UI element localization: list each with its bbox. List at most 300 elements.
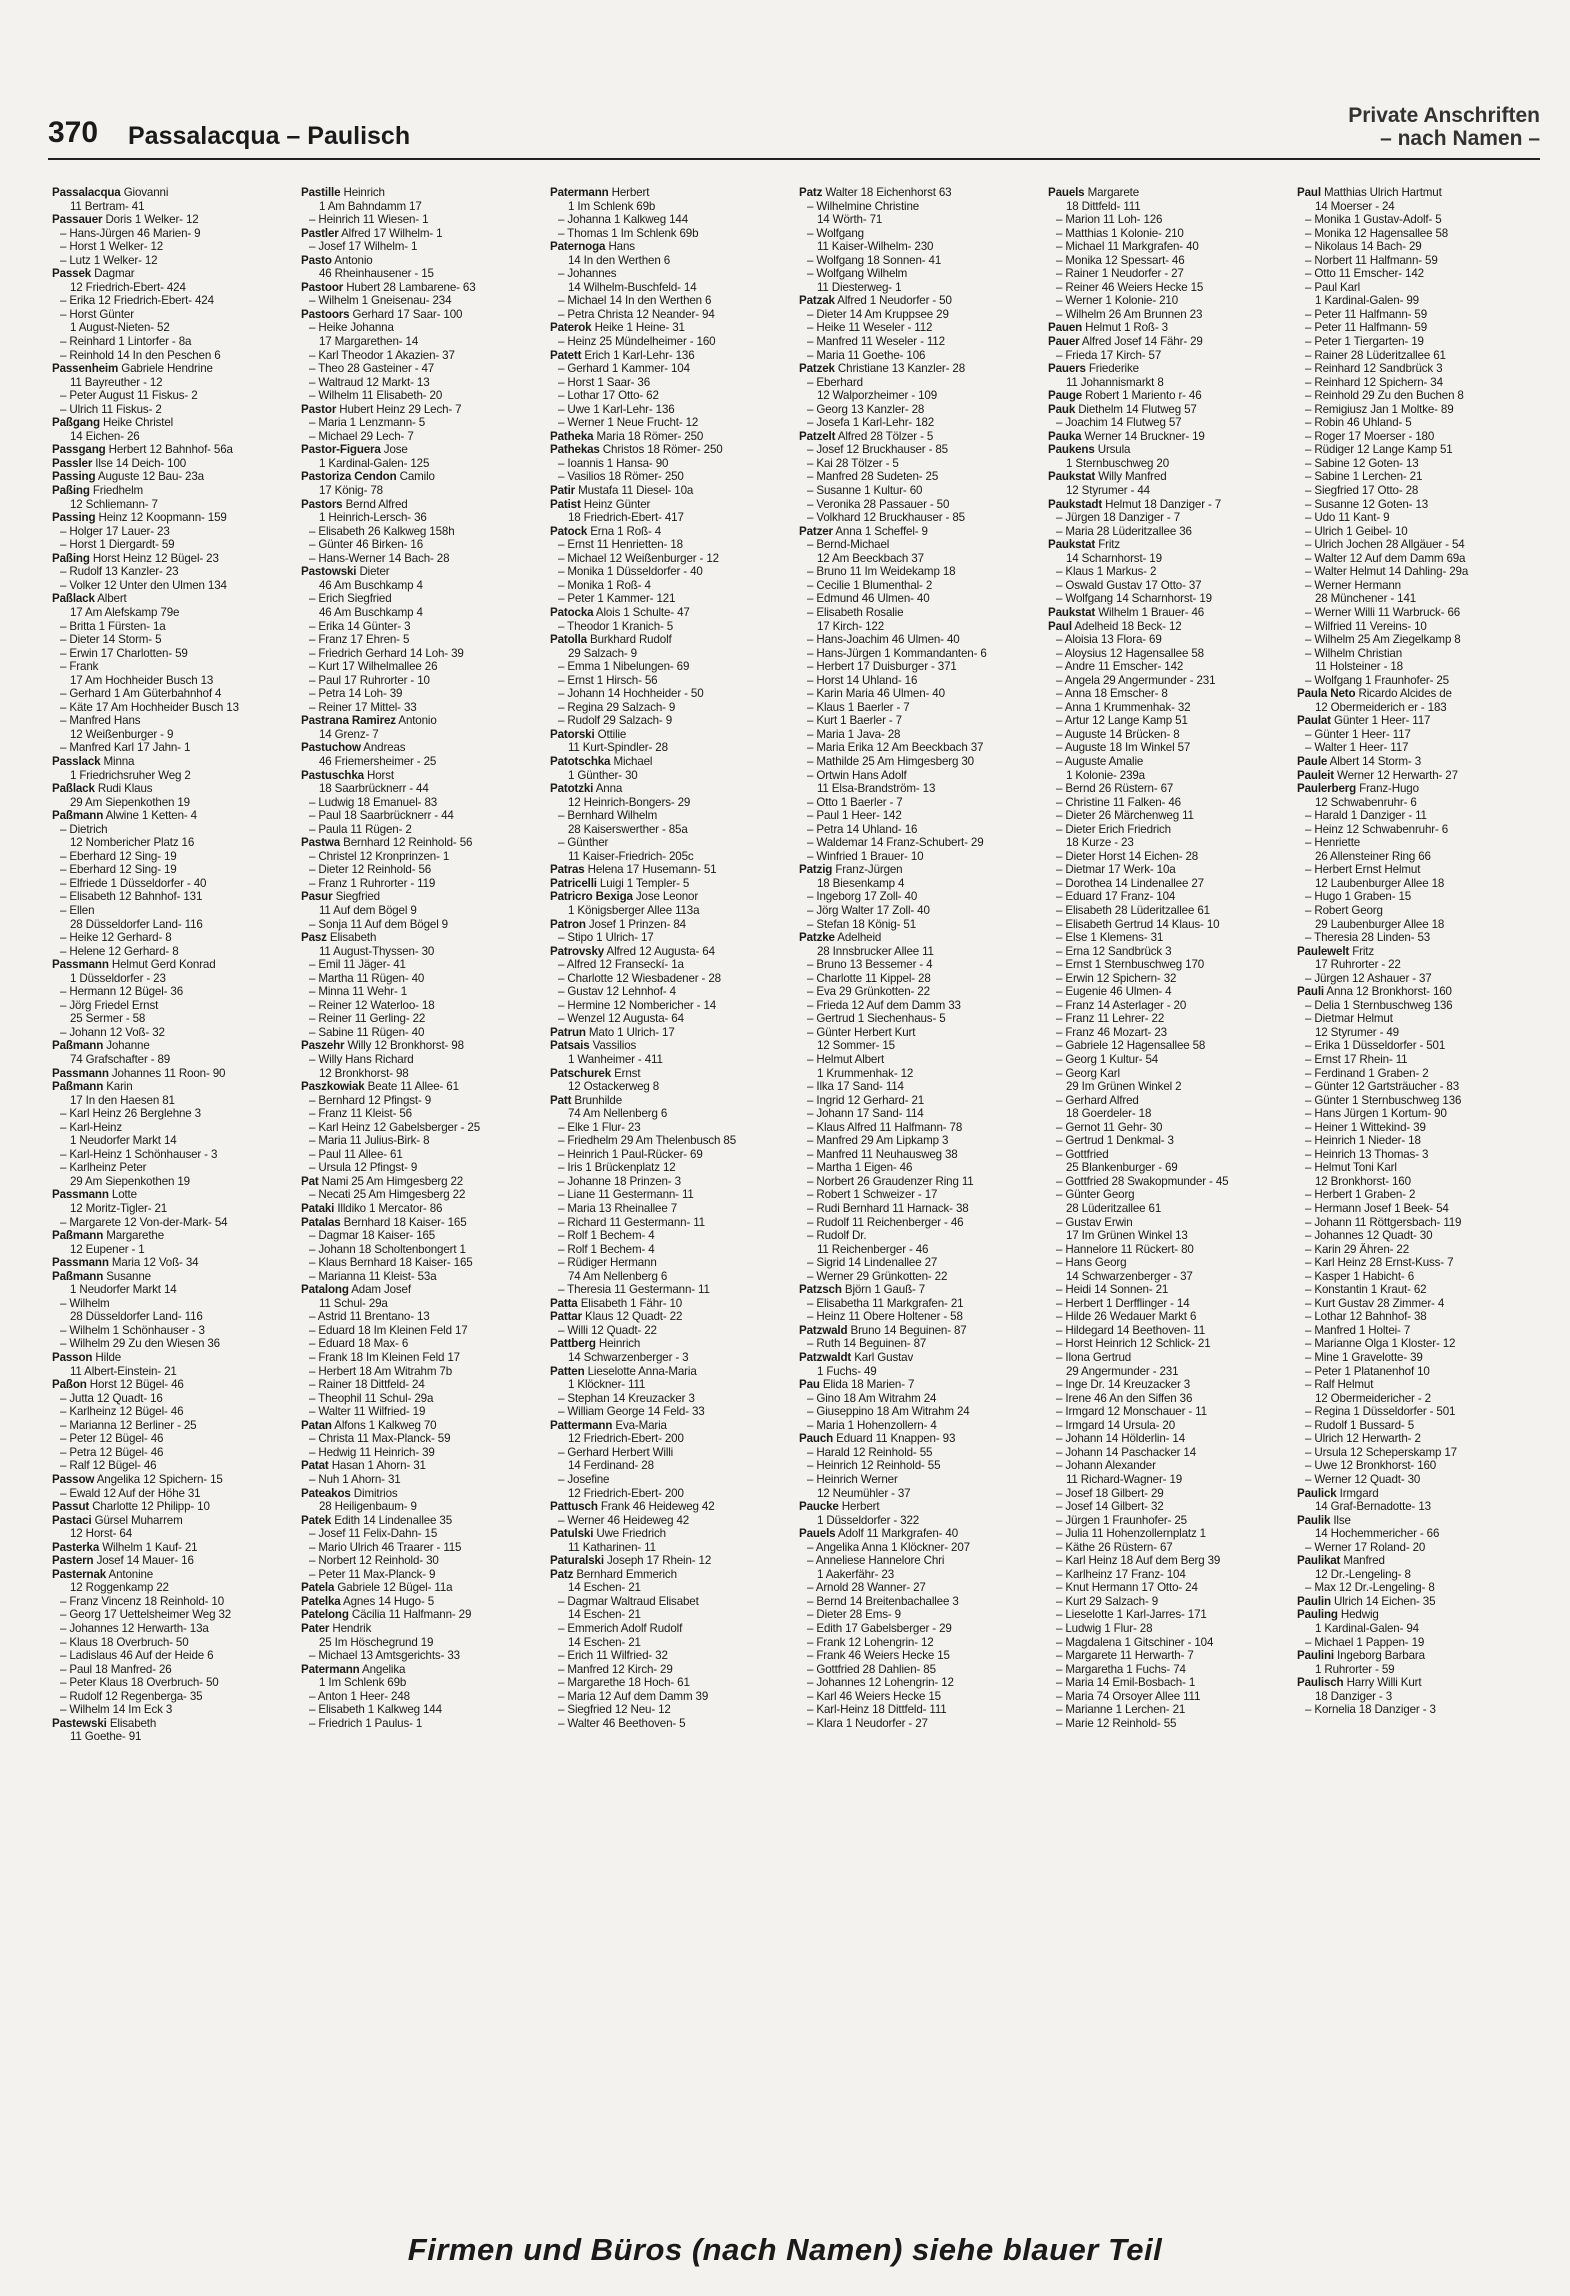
directory-sub-entry: – Frieda 17 Kirch- 57 — [1048, 349, 1292, 363]
directory-sub-entry: – Elisabeth 12 Bahnhof- 131 — [52, 890, 296, 904]
directory-sub-entry: – Karl Heinz 12 Gabelsberger - 25 — [301, 1121, 545, 1135]
directory-sub-entry: – Jörg Friedel Ernst — [52, 999, 296, 1013]
entry-details: Anna — [595, 782, 623, 796]
surname: Patela — [301, 1581, 335, 1595]
section-title — [1348, 104, 1540, 150]
directory-column-5 — [1048, 186, 1292, 2216]
surname: Patzek — [799, 362, 835, 376]
surname: Patzer — [799, 524, 833, 538]
directory-sub-entry: – Dorothea 14 Lindenallee 27 — [1048, 877, 1292, 891]
address-continuation: 29 Am Siepenkothen 19 — [70, 1174, 190, 1188]
directory-sub-entry: – Sabine 1 Lerchen- 21 — [1297, 470, 1541, 484]
directory-sub-entry: – Roger 17 Moerser - 180 — [1297, 430, 1541, 444]
directory-sub-entry: – Heike 11 Weseler - 112 — [799, 321, 1043, 335]
directory-sub-entry: – Else 1 Klemens- 31 — [1048, 931, 1292, 945]
directory-sub-entry: – Petra 14 Uhland- 16 — [799, 823, 1043, 837]
directory-sub-entry: – Johann 11 Röttgersbach- 119 — [1297, 1216, 1541, 1230]
directory-sub-entry: – Karl Heinz 28 Ernst-Kuss- 7 — [1297, 1256, 1541, 1270]
directory-sub-entry: – Thomas 1 Im Schlenk 69b — [550, 227, 794, 241]
directory-entry — [550, 945, 794, 959]
address-continuation: 29 Laubenburger Allee 18 — [1315, 917, 1445, 931]
directory-entry — [1297, 755, 1541, 769]
address-continuation: 11 Bertram- 41 — [70, 199, 145, 213]
address-continuation: 14 Grenz- 7 — [319, 727, 379, 741]
directory-sub-entry: – Horst 1 Saar- 36 — [550, 376, 794, 390]
directory-entry — [799, 362, 1043, 376]
directory-sub-entry: – Maria 11 Goethe- 106 — [799, 349, 1043, 363]
directory-sub-entry: – Friedhelm 29 Am Thelenbusch 85 — [550, 1134, 794, 1148]
directory-sub-entry: – Horst 1 Welker- 12 — [52, 240, 296, 254]
surname: Pastowski — [301, 565, 357, 579]
surname: Patulski — [550, 1527, 594, 1541]
directory-sub-entry: – Willy Hans Richard — [301, 1053, 545, 1067]
surname: Passauer — [52, 213, 103, 227]
surname: Pastrana Ramirez — [301, 714, 396, 728]
directory-sub-entry: – Gottfried 28 Dahlien- 85 — [799, 1663, 1043, 1677]
directory-sub-entry: – Marie 12 Reinhold- 55 — [1048, 1717, 1292, 1731]
directory-sub-entry: – Herbert 18 Am Witrahm 7b — [301, 1365, 545, 1379]
surname: Patotschka — [550, 754, 611, 768]
directory-entry — [52, 809, 296, 823]
entry-details: Johanne — [106, 1039, 150, 1053]
surname: Pasternak — [52, 1567, 107, 1581]
directory-entry — [550, 633, 794, 647]
address-continuation: 11 Auf dem Bögel 9 — [319, 903, 417, 917]
address-continuation: 14 Eschen- 21 — [568, 1608, 641, 1622]
directory-sub-entry: – Robert Georg — [1297, 904, 1541, 918]
entry-details: Luigi 1 Templer- 5 — [599, 876, 690, 890]
directory-sub-entry: – Josefa 1 Karl-Lehr- 182 — [799, 416, 1043, 430]
address-continuation: 28 Düsseldorfer Land- 116 — [70, 917, 203, 931]
directory-sub-entry: – Wilfried 11 Vereins- 10 — [1297, 620, 1541, 634]
directory-sub-entry: – Erwin 17 Charlotten- 59 — [52, 647, 296, 661]
entry-details: Gürsel Muharrem — [94, 1513, 183, 1527]
directory-sub-entry: – Horst 14 Uhland- 16 — [799, 674, 1043, 688]
directory-entry — [52, 1514, 296, 1528]
address-continuation: 11 Holsteiner - 18 — [1315, 660, 1403, 674]
surname: Paukstat — [1048, 605, 1096, 619]
directory-sub-entry: – Manfred 29 Am Lipkamp 3 — [799, 1134, 1043, 1148]
directory-sub-entry: – Petra 12 Bügel- 46 — [52, 1446, 296, 1460]
entry-details: Hubert Heinz 29 Lech- 7 — [339, 402, 462, 416]
directory-sub-entry: – Emil 11 Jäger- 41 — [301, 958, 545, 972]
surname: Patelka — [301, 1594, 341, 1608]
directory-sub-entry: – Günter 1 Sternbuschweg 136 — [1297, 1094, 1541, 1108]
directory-sub-entry: – Gerhard Herbert Willi — [550, 1446, 794, 1460]
entry-details: Elisabeth — [109, 1716, 157, 1730]
surname: Paulini — [1297, 1649, 1334, 1663]
surname: Paulik — [1297, 1513, 1331, 1527]
address-continuation: 11 Elsa-Brandström- 13 — [817, 782, 936, 796]
address-continuation: 1 Kolonie- 239a — [1066, 768, 1145, 782]
directory-entry — [301, 1419, 545, 1433]
surname: Patermann — [550, 186, 609, 199]
directory-entry — [550, 1094, 794, 1108]
directory-sub-entry: – Elisabeth Gertrud 14 Klaus- 10 — [1048, 918, 1292, 932]
directory-entry — [550, 728, 794, 742]
directory-entry — [799, 1283, 1043, 1297]
address-continuation: 1 Sternbuschweg 20 — [1066, 456, 1170, 470]
directory-sub-entry: – Knut Hermann 17 Otto- 24 — [1048, 1581, 1292, 1595]
directory-sub-entry: – Johannes 12 Lohengrin- 12 — [799, 1676, 1043, 1690]
surname: Pauli — [1297, 985, 1324, 999]
directory-sub-entry: – Peter 12 Bügel- 46 — [52, 1432, 296, 1446]
entry-details: Gabriele 12 Bügel- 11a — [337, 1581, 453, 1595]
directory-sub-entry: – Hilde 26 Wedauer Markt 6 — [1048, 1310, 1292, 1324]
directory-sub-entry: – Regina 29 Salzach- 9 — [550, 701, 794, 715]
directory-sub-entry: – Stephan 14 Kreuzacker 3 — [550, 1392, 794, 1406]
surname: Pau — [799, 1378, 820, 1392]
directory-entry — [52, 592, 296, 606]
address-continuation: 11 Katharinen- 11 — [568, 1540, 656, 1554]
directory-sub-entry: – Elke 1 Flur- 23 — [550, 1121, 794, 1135]
directory-column-4 — [799, 186, 1043, 2216]
directory-sub-entry: – Reinhard 12 Sandbrück 3 — [1297, 362, 1541, 376]
entry-details: Adelheid 18 Beck- 12 — [1074, 619, 1182, 633]
directory-sub-entry: – Dieter 14 Am Kruppsee 29 — [799, 308, 1043, 322]
directory-sub-entry: – Gottfried — [1048, 1148, 1292, 1162]
directory-entry — [301, 1487, 545, 1501]
directory-sub-entry: – Bernd-Michael — [799, 538, 1043, 552]
directory-entry — [550, 525, 794, 539]
entry-details: Irmgard — [1339, 1486, 1379, 1500]
address-continuation: 28 Lüderitzallee 61 — [1066, 1202, 1162, 1216]
directory-sub-entry: – Ferdinand 1 Graben- 2 — [1297, 1067, 1541, 1081]
surname: Passler — [52, 456, 93, 470]
directory-sub-entry: – Frank 18 Im Kleinen Feld 17 — [301, 1351, 545, 1365]
directory-entry — [799, 1432, 1043, 1446]
page-header — [48, 100, 1540, 160]
surname: Pastoriza Cendon — [301, 470, 397, 484]
directory-sub-entry: – Susanne 12 Goten- 13 — [1297, 498, 1541, 512]
surname: Paßmann — [52, 1039, 104, 1053]
directory-sub-entry: – Lothar 12 Bahnhof- 38 — [1297, 1310, 1541, 1324]
directory-sub-entry: – Jutta 12 Quadt- 16 — [52, 1392, 296, 1406]
address-continuation: 18 Biesenkamp 4 — [817, 876, 905, 890]
surname: Pastuchow — [301, 741, 361, 755]
entry-details: Erich 1 Karl-Lehr- 136 — [584, 348, 695, 362]
directory-sub-entry: – Ulrich 12 Herwarth- 2 — [1297, 1432, 1541, 1446]
directory-sub-entry: – Siegfried 17 Otto- 28 — [1297, 484, 1541, 498]
address-continuation: 1 Am Bahndamm 17 — [319, 199, 422, 213]
surname: Pauels — [799, 1527, 836, 1541]
directory-sub-entry: – Heike 12 Gerhard- 8 — [52, 931, 296, 945]
directory-sub-entry: – Ilka 17 Sand- 114 — [799, 1080, 1043, 1094]
directory-sub-entry: – Gerhard Alfred — [1048, 1094, 1292, 1108]
directory-sub-entry: – Dietrich — [52, 823, 296, 837]
directory-sub-entry: – Paul Karl — [1297, 281, 1541, 295]
directory-sub-entry: – Norbert 26 Graudenzer Ring 11 — [799, 1175, 1043, 1189]
directory-sub-entry: – Ernst 1 Sternbuschweg 170 — [1048, 958, 1292, 972]
surname: Paulat — [1297, 714, 1331, 728]
surname: Paturalski — [550, 1554, 604, 1568]
directory-sub-entry: – Josefine — [550, 1473, 794, 1487]
entry-details: Klaus 12 Quadt- 22 — [585, 1310, 683, 1324]
directory-entry — [550, 321, 794, 335]
directory-entry — [301, 281, 545, 295]
entry-details: Ursula — [1097, 443, 1131, 457]
directory-sub-entry: – Norbert 11 Halfmann- 59 — [1297, 254, 1541, 268]
surname: Paßing — [52, 484, 90, 498]
directory-sub-entry: – Rüdiger Hermann — [550, 1256, 794, 1270]
directory-entry — [52, 1188, 296, 1202]
directory-sub-entry: – Anna 1 Krummenhak- 32 — [1048, 701, 1292, 715]
address-continuation: 12 Obermeiderich er - 183 — [1315, 700, 1447, 714]
surname: Patron — [550, 917, 586, 931]
directory-sub-entry: – Karlheinz 12 Bügel- 46 — [52, 1405, 296, 1419]
address-continuation: 1 Kardinal-Galen- 125 — [319, 456, 430, 470]
surname: Patan — [301, 1418, 332, 1432]
surname: Pauch — [799, 1432, 834, 1446]
address-continuation: 12 Obermeidericher - 2 — [1315, 1391, 1431, 1405]
directory-sub-entry: – Peter 11 Max-Planck- 9 — [301, 1568, 545, 1582]
entry-details: Rudi Klaus — [97, 782, 153, 796]
directory-sub-entry: – Karlheinz Peter — [52, 1161, 296, 1175]
surname: Paulisch — [1297, 1676, 1344, 1690]
entry-details: Illdiko 1 Mercator- 86 — [337, 1202, 443, 1216]
address-continuation: 1 Friedrichsruher Weg 2 — [70, 768, 191, 782]
directory-sub-entry: – Emma 1 Nibelungen- 69 — [550, 660, 794, 674]
entry-details: Eva-Maria — [615, 1418, 667, 1432]
directory-sub-entry: – Edmund 46 Ulmen- 40 — [799, 592, 1043, 606]
directory-sub-entry: – Nikolaus 14 Bach- 29 — [1297, 240, 1541, 254]
directory-entry — [52, 1039, 296, 1053]
directory-sub-entry: – Dagmar 18 Kaiser- 165 — [301, 1229, 545, 1243]
directory-sub-entry: – Margarete 12 Von-der-Mark- 54 — [52, 1216, 296, 1230]
directory-sub-entry: – Willi 12 Quadt- 22 — [550, 1324, 794, 1338]
directory-sub-entry: – Manfred 28 Sudeten- 25 — [799, 470, 1043, 484]
directory-sub-entry: – Marianne Olga 1 Kloster- 12 — [1297, 1337, 1541, 1351]
address-continuation: 12 Styrumer - 44 — [1066, 484, 1150, 498]
directory-sub-entry: – Gottfried 28 Swakopmunder - 45 — [1048, 1175, 1292, 1189]
directory-sub-entry: – Hannelore 11 Rückert- 80 — [1048, 1243, 1292, 1257]
directory-entry — [799, 186, 1043, 200]
entry-details: Joseph 17 Rhein- 12 — [607, 1554, 712, 1568]
directory-entry — [1048, 389, 1292, 403]
directory-sub-entry: – Friedrich Gerhard 14 Loh- 39 — [301, 647, 545, 661]
directory-sub-entry: – Horst 1 Diergardt- 59 — [52, 538, 296, 552]
directory-sub-entry: – Johann 12 Voß- 32 — [52, 1026, 296, 1040]
directory-sub-entry: – Karl Heinz 18 Auf dem Berg 39 — [1048, 1554, 1292, 1568]
address-continuation: 12 Friedrich-Ebert- 200 — [568, 1432, 684, 1446]
entry-details: Ottilie — [597, 727, 627, 741]
address-continuation: 28 Düsseldorfer Land- 116 — [70, 1310, 203, 1324]
directory-sub-entry: – Erika 14 Günter- 3 — [301, 620, 545, 634]
directory-sub-entry: – Paul 11 Allee- 61 — [301, 1148, 545, 1162]
directory-sub-entry: – Josef 12 Bruckhauser - 85 — [799, 443, 1043, 457]
directory-entry — [550, 877, 794, 891]
surname: Paßlack — [52, 592, 95, 606]
address-continuation: 28 Münchener - 141 — [1315, 592, 1417, 606]
directory-sub-entry: – Monika 12 Spessart- 46 — [1048, 254, 1292, 268]
address-continuation: 12 Bronkhorst- 98 — [319, 1066, 409, 1080]
address-continuation: 1 Ruhrorter - 59 — [1315, 1662, 1395, 1676]
address-continuation: 1 Neudorfer Markt 14 — [70, 1134, 177, 1148]
directory-sub-entry: – Günter 1 Heer- 117 — [1297, 728, 1541, 742]
directory-sub-entry: – Michael 1 Pappen- 19 — [1297, 1636, 1541, 1650]
directory-entry — [1297, 186, 1541, 200]
directory-sub-entry: – Hans-Werner 14 Bach- 28 — [301, 552, 545, 566]
surname: Patolla — [550, 633, 587, 647]
surname: Paule — [1297, 754, 1328, 768]
surname: Pattberg — [550, 1337, 596, 1351]
directory-sub-entry: – Robert 1 Schweizer - 17 — [799, 1188, 1043, 1202]
directory-sub-entry: – Paul 18 Saarbrücknerr - 44 — [301, 809, 545, 823]
running-title: Passalacqua – Paulisch — [128, 122, 411, 150]
directory-entry — [52, 470, 296, 484]
directory-sub-entry: – Michael 14 In den Werthen 6 — [550, 294, 794, 308]
directory-sub-entry: – Harald 12 Reinhold- 55 — [799, 1446, 1043, 1460]
address-continuation: 17 Am Alefskamp 79e — [70, 605, 180, 619]
directory-entry — [52, 1080, 296, 1094]
directory-sub-entry: – Mario Ulrich 46 Traarer - 115 — [301, 1541, 545, 1555]
footer-note: Firmen und Büros (nach Namen) siehe blauer Teil — [407, 2232, 1163, 2267]
directory-sub-entry: – Artur 12 Lange Kamp 51 — [1048, 714, 1292, 728]
directory-entry — [799, 863, 1043, 877]
address-continuation: 28 Heiligenbaum- 9 — [319, 1500, 417, 1514]
directory-sub-entry: – Gerhard 1 Kammer- 104 — [550, 362, 794, 376]
directory-sub-entry: – Heinz 11 Obere Holtener - 58 — [799, 1310, 1043, 1324]
entry-details: Wilhelm 1 Kauf- 21 — [102, 1540, 198, 1554]
directory-entry — [52, 416, 296, 430]
directory-sub-entry: – Magdalena 1 Gitschiner - 104 — [1048, 1636, 1292, 1650]
directory-sub-entry: – Theresia 11 Gestermann- 11 — [550, 1283, 794, 1297]
address-continuation: 12 Sommer- 15 — [817, 1039, 895, 1053]
directory-sub-entry: – Angelika Anna 1 Klöckner- 207 — [799, 1541, 1043, 1555]
directory-sub-entry: – Eva 29 Grünkotten- 22 — [799, 985, 1043, 999]
directory-sub-entry: – Winfried 1 Brauer- 10 — [799, 850, 1043, 864]
directory-entry — [301, 470, 545, 484]
directory-sub-entry: – Anneliese Hannelore Chri — [799, 1554, 1043, 1568]
directory-sub-entry: – Dieter 12 Reinhold- 56 — [301, 863, 545, 877]
entry-details: Margarete — [1087, 186, 1140, 199]
address-continuation: 1 Krummenhak- 12 — [817, 1066, 914, 1080]
directory-entry — [550, 484, 794, 498]
directory-sub-entry: – Helmut Toni Karl — [1297, 1161, 1541, 1175]
entry-details: Ingeborg Barbara — [1337, 1649, 1425, 1663]
directory-entry — [1297, 1649, 1541, 1663]
directory-sub-entry: – Margaretha 1 Fuchs- 74 — [1048, 1663, 1292, 1677]
entry-details: Mato 1 Ulrich- 17 — [588, 1025, 675, 1039]
entry-details: Heike Christel — [103, 416, 174, 430]
surname: Pastor-Figuera — [301, 443, 381, 457]
directory-sub-entry: – Aloisia 13 Flora- 69 — [1048, 633, 1292, 647]
directory-sub-entry: – Kornelia 18 Danziger - 3 — [1297, 1703, 1541, 1717]
directory-sub-entry: – Kasper 1 Habicht- 6 — [1297, 1270, 1541, 1284]
entry-details: Johannes 11 Roon- 90 — [111, 1066, 226, 1080]
directory-sub-entry: – Frieda 12 Auf dem Damm 33 — [799, 999, 1043, 1013]
directory-sub-entry: – Michael 12 Weißenburger - 12 — [550, 552, 794, 566]
entry-details: Ernst — [614, 1066, 641, 1080]
surname: Passmann — [52, 1256, 109, 1270]
directory-sub-entry: – Veronika 28 Passauer - 50 — [799, 498, 1043, 512]
directory-sub-entry: – Wolfgang 1 Fraunhofer- 25 — [1297, 674, 1541, 688]
address-continuation: 12 Weißenburger - 9 — [70, 727, 174, 741]
directory-sub-entry: – Michael 11 Markgrafen- 40 — [1048, 240, 1292, 254]
directory-entry — [1297, 1514, 1541, 1528]
surname: Patist — [550, 497, 581, 511]
address-continuation: 11 Diesterweg- 1 — [817, 280, 902, 294]
surname: Paßing — [52, 551, 90, 565]
directory-entry — [52, 1067, 296, 1081]
address-continuation: 1 Im Schlenk 69b — [319, 1676, 407, 1690]
entry-details: Maria 12 Voß- 34 — [111, 1256, 199, 1270]
directory-sub-entry: – Helene 12 Gerhard- 8 — [52, 945, 296, 959]
directory-sub-entry: – Emmerich Adolf Rudolf — [550, 1622, 794, 1636]
surname: Paßmann — [52, 1229, 104, 1243]
surname: Paukstat — [1048, 538, 1096, 552]
directory-entry — [550, 1554, 794, 1568]
surname: Pauleit — [1297, 768, 1334, 782]
directory-entry — [550, 430, 794, 444]
directory-sub-entry: – Wilhelm 1 Gneisenau- 234 — [301, 294, 545, 308]
directory-entry — [301, 1175, 545, 1189]
surname: Patelong — [301, 1608, 349, 1622]
directory-sub-entry: – Ilona Gertrud — [1048, 1351, 1292, 1365]
directory-sub-entry: – Georg 1 Kultur- 54 — [1048, 1053, 1292, 1067]
entry-details: Albert — [97, 592, 127, 606]
address-continuation: 1 Heinrich-Lersch- 36 — [319, 511, 427, 525]
surname: Patzwald — [799, 1323, 848, 1337]
surname: Passing — [52, 511, 96, 525]
directory-sub-entry: – Günter Herbert Kurt — [799, 1026, 1043, 1040]
entry-details: Elisabeth — [329, 931, 377, 945]
directory-column-3 — [550, 186, 794, 2216]
surname: Passalacqua — [52, 186, 121, 199]
directory-entry — [52, 1541, 296, 1555]
surname: Passmann — [52, 1066, 109, 1080]
directory-sub-entry: – Kurt 17 Wilhelmallee 26 — [301, 660, 545, 674]
address-continuation: 29 Am Siepenkothen 19 — [70, 795, 190, 809]
directory-sub-entry: – Peter Klaus 18 Overbruch- 50 — [52, 1676, 296, 1690]
directory-entry — [550, 755, 794, 769]
surname: Paßgang — [52, 416, 100, 430]
directory-entry — [799, 931, 1043, 945]
address-continuation: 11 Kurt-Spindler- 28 — [568, 741, 668, 755]
directory-entry — [1297, 687, 1541, 701]
entry-details: Heinrich — [598, 1337, 641, 1351]
directory-entry — [550, 240, 794, 254]
entry-details: Hedwig — [1340, 1608, 1379, 1622]
surname: Pastern — [52, 1554, 94, 1568]
directory-entry — [301, 1608, 545, 1622]
directory-sub-entry: – Werner Willi 11 Warbruck- 66 — [1297, 606, 1541, 620]
directory-sub-entry: – Rüdiger 12 Lange Kamp 51 — [1297, 443, 1541, 457]
directory-entry — [301, 498, 545, 512]
surname: Passing — [52, 470, 96, 484]
directory-sub-entry: – Alfred 12 Franseckí- 1a — [550, 958, 794, 972]
directory-sub-entry: – Richard 11 Gestermann- 11 — [550, 1216, 794, 1230]
directory-sub-entry: – Irene 46 An den Siffen 36 — [1048, 1392, 1292, 1406]
directory-sub-entry: – Iris 1 Brückenplatz 12 — [550, 1161, 794, 1175]
directory-sub-entry: – Karl Heinz 26 Berglehne 3 — [52, 1107, 296, 1121]
directory-sub-entry: – Reinhard 1 Lintorfer - 8a — [52, 335, 296, 349]
entry-details: Elida 18 Marien- 7 — [822, 1378, 915, 1392]
entry-details: Susanne — [106, 1269, 151, 1283]
directory-sub-entry: – Karl Theodor 1 Akazien- 37 — [301, 349, 545, 363]
directory-entry — [550, 349, 794, 363]
surname: Patta — [550, 1296, 578, 1310]
entry-details: Adam Josef — [351, 1283, 411, 1297]
entry-details: Alois 1 Schulte- 47 — [595, 605, 690, 619]
directory-sub-entry: – Herbert 1 Derfflinger - 14 — [1048, 1297, 1292, 1311]
directory-sub-entry: – Otto 1 Baerler - 7 — [799, 796, 1043, 810]
address-continuation: 14 In den Werthen 6 — [568, 253, 670, 267]
directory-sub-entry: – Johann 18 Scholtenbongert 1 — [301, 1243, 545, 1257]
directory-sub-entry: – Marianna 11 Kleist- 53a — [301, 1270, 545, 1284]
surname: Paulewelt — [1297, 944, 1350, 958]
directory-entry — [550, 443, 794, 457]
